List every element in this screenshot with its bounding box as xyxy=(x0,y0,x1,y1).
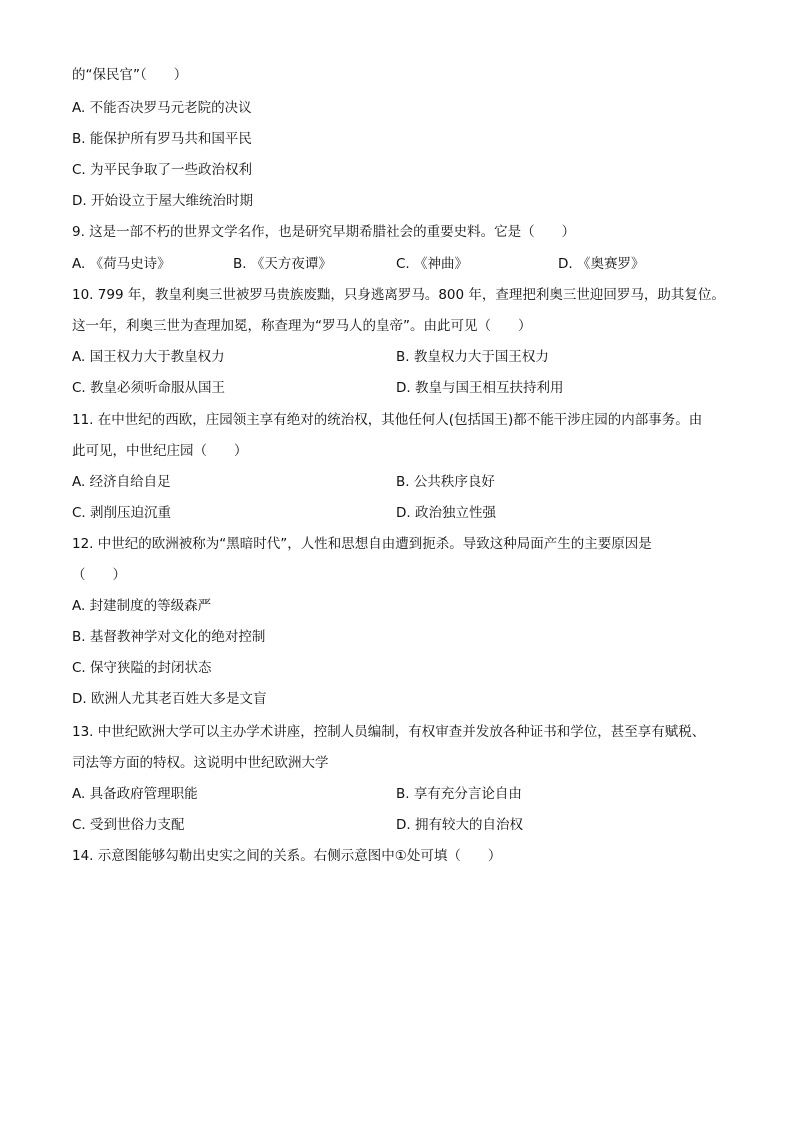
q9-option-a: A. 《荷马史诗》 xyxy=(72,256,171,272)
q8-option-a: A. 不能否决罗马元老院的决议 xyxy=(72,100,252,116)
q13-option-d: D. 拥有较大的自治权 xyxy=(396,817,523,833)
q9-stem: 9. 这是一部不朽的世界文学名作，也是研究早期希腊社会的重要史料。它是（ ） xyxy=(72,224,576,240)
q11-stem-line-2: 此可见，中世纪庄园（ ） xyxy=(72,443,248,459)
q13-option-c: C. 受到世俗力支配 xyxy=(72,817,185,833)
q14-stem: 14. 示意图能够勾勒出史实之间的关系。右侧示意图中①处可填（ ） xyxy=(72,848,502,864)
q8-option-c: C. 为平民争取了一些政治权利 xyxy=(72,162,253,178)
q11-option-d: D. 政治独立性强 xyxy=(396,505,496,521)
q13-stem-line-1: 13. 中世纪欧洲大学可以主办学术讲座，控制人员编制，有权审查并发放各种证书和学位，甚至享有赋税、 xyxy=(72,724,706,740)
q10-option-c: C. 教皇必须听命服从国王 xyxy=(72,380,226,396)
q11-option-a: A. 经济自给自足 xyxy=(72,474,171,490)
q10-stem-line-1: 10. 799 年，教皇利奥三世被罗马贵族废黜，只身逃离罗马。800 年，查理把利奥三世迎回罗马，助其复位。 xyxy=(72,287,725,303)
q13-option-a: A. 具备政府管理职能 xyxy=(72,786,198,802)
q9-option-c: C. 《神曲》 xyxy=(396,256,469,272)
q13-stem-line-2: 司法等方面的特权。这说明中世纪欧洲大学 xyxy=(72,755,329,771)
q10-option-b: B. 教皇权力大于国王权力 xyxy=(396,349,549,365)
q12-option-d: D. 欧洲人尤其老百姓大多是文盲 xyxy=(72,691,267,707)
q10-option-a: A. 国王权力大于教皇权力 xyxy=(72,349,225,365)
q8-option-b: B. 能保护所有罗马共和国平民 xyxy=(72,131,252,147)
q9-option-b: B. 《天方夜谭》 xyxy=(233,256,332,272)
q12-stem-line-2: （ ） xyxy=(72,567,126,583)
q10-option-d: D. 教皇与国王相互扶持利用 xyxy=(396,380,564,396)
q10-stem-line-2: 这一年，利奥三世为查理加冕，称查理为“罗马人的皇帝”。由此可见（ ） xyxy=(72,318,532,334)
q11-option-b: B. 公共秩序良好 xyxy=(396,474,495,490)
q12-option-a: A. 封建制度的等级森严 xyxy=(72,598,212,614)
q8-stem-end: 的“保民官”（ ） xyxy=(72,67,188,83)
q8-option-d: D. 开始设立于屋大维统治时期 xyxy=(72,193,253,209)
q11-option-c: C. 剥削压迫沉重 xyxy=(72,505,172,521)
q9-option-d: D. 《奥赛罗》 xyxy=(558,256,645,272)
q13-option-b: B. 享有充分言论自由 xyxy=(396,786,522,802)
q12-option-c: C. 保守狭隘的封闭状态 xyxy=(72,660,212,676)
q12-stem-line-1: 12. 中世纪的欧洲被称为“黑暗时代”，人性和思想自由遭到扼杀。导致这种局面产生的主要原因是 xyxy=(72,536,652,552)
q12-option-b: B. 基督教神学对文化的绝对控制 xyxy=(72,629,266,645)
q11-stem-line-1: 11. 在中世纪的西欧，庄园领主享有绝对的统治权，其他任何人(包括国王)都不能干涉庄园的内部事务。由 xyxy=(72,412,703,428)
